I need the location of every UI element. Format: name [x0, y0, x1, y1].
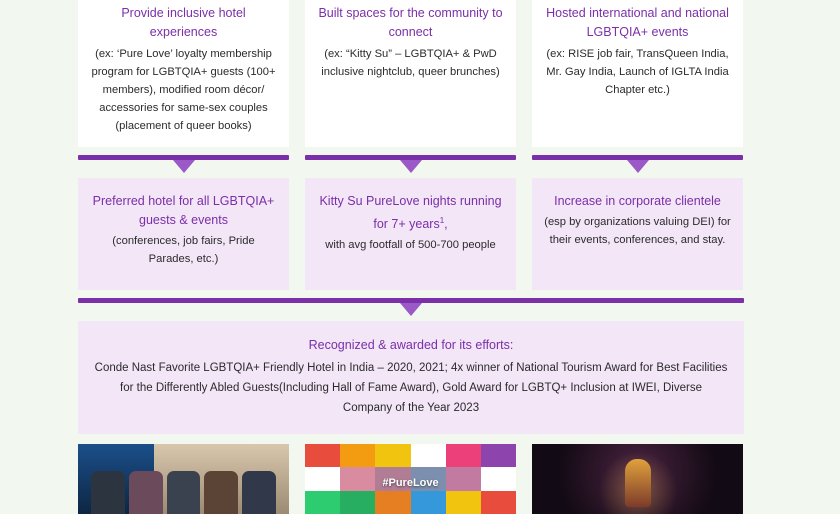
- initiative-title: Hosted international and national LGBTQIA+ events: [546, 6, 729, 39]
- down-arrow-icon: [173, 160, 195, 173]
- outcome-card: [532, 178, 743, 290]
- initiative-body: (ex: RISE job fair, TransQueen India, Mr. Gay India, Launch of IGLTA India Chapter etc.): [546, 48, 729, 96]
- down-arrow-icon: [400, 303, 422, 316]
- awards-title: Recognized & awarded for its efforts:: [308, 338, 514, 352]
- people-silhouettes: [91, 471, 277, 514]
- initiatives-row: [78, 0, 744, 147]
- performer-silhouette: [625, 459, 651, 507]
- initiative-card: [305, 0, 516, 147]
- outcome-title: Increase in corporate clientele: [554, 194, 721, 208]
- initiative-title: Built spaces for the community to connect: [318, 6, 503, 39]
- connector: [78, 155, 289, 177]
- outcomes-row: [78, 178, 744, 290]
- stage-performance-photo: [532, 444, 743, 514]
- awards-connector: [78, 298, 744, 320]
- initiative-card: [532, 0, 743, 147]
- connector-row: [78, 155, 744, 177]
- outcome-card: [305, 178, 516, 290]
- outcome-title-tail: ,: [444, 217, 448, 232]
- group-photo-event: [78, 444, 289, 514]
- outcome-body: with avg footfall of 500-700 people: [325, 239, 496, 252]
- down-arrow-icon: [400, 160, 422, 173]
- connector: [532, 155, 743, 177]
- footnote-marker: 1: [439, 216, 445, 225]
- initiative-body: (ex: “Kitty Su” – LGBTQIA+ & PwD inclusive nightclub, queer brunches): [321, 48, 500, 78]
- outcome-body: (conferences, job fairs, Pride Parades, etc.): [112, 235, 255, 265]
- outcome-title: Preferred hotel for all LGBTQIA+ guests & events: [92, 194, 275, 227]
- outcome-card: [78, 178, 289, 290]
- photo-strip: [78, 444, 744, 514]
- initiative-title: Provide inclusive hotel experiences: [121, 6, 246, 39]
- content-stack: [78, 0, 744, 514]
- outcome-title: [317, 192, 504, 234]
- collage-label: #PureLove: [382, 477, 439, 490]
- initiative-card: [78, 0, 289, 147]
- initiative-body: (ex: ‘Pure Love’ loyalty membership program for LGBTQIA+ guests (100+ members), modified room décor/ accessories for same-sex couples (placement of queer books): [91, 48, 276, 132]
- purelove-collage: [305, 444, 516, 514]
- awards-body: Conde Nast Favorite LGBTQIA+ Friendly Hotel in India – 2020, 2021; 4x winner of National Tourism Award for Best Facilities for the Differently Abled Guests(Including Hall of Fame Award), Gold Award for LGBTQ+ Inclusion at IWEI, Diverse Company of the Year 2023: [94, 362, 728, 414]
- awards-banner: [78, 321, 744, 434]
- outcome-body: (esp by organizations valuing DEI) for their events, conferences, and stay.: [544, 216, 731, 246]
- connector: [305, 155, 516, 177]
- down-arrow-icon: [627, 160, 649, 173]
- outcome-title-text: Kitty Su PureLove nights running for 7+ years: [319, 194, 502, 232]
